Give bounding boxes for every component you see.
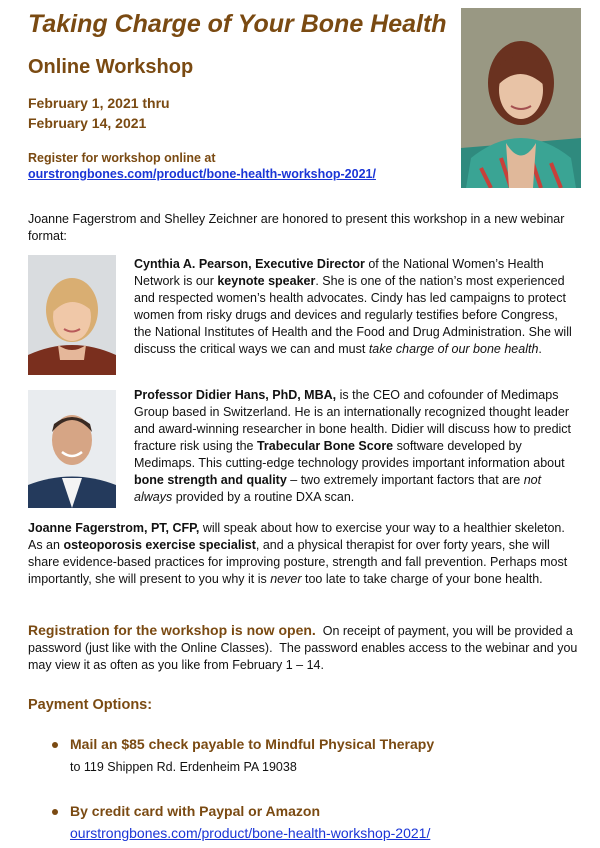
payment-option-1-title: Mail an $85 check payable to Mindful Physical Therapy <box>70 736 435 752</box>
page-subtitle: Online Workshop <box>28 56 194 78</box>
bullet-icon <box>52 742 58 748</box>
payment-title: Payment Options: <box>28 697 153 713</box>
speaker2-text-2: software developed by Medimaps. This cutting-edge technology provides important information about <box>134 439 565 470</box>
bsq-emphasis: bone strength and quality <box>134 473 287 487</box>
register-label: Register for workshop online at <box>28 151 216 165</box>
not-always-emphasis: not always <box>134 473 542 504</box>
payment-option-2-title: By credit card with Paypal or Amazon <box>70 803 320 819</box>
speaker2-name: Professor Didier Hans, PhD, MBA, <box>134 388 337 402</box>
speaker1-emphasis: take charge of our bone health <box>368 342 539 356</box>
speaker1-bio <box>134 256 574 358</box>
speaker2-text-1: is the CEO and cofounder of Medimaps Group based in Switzerland. He is an internationally recognized thought leader and award-winning researcher in bone health. Didier will discuss how to predict fracture risk using the <box>134 388 572 453</box>
joanne-text-2: , and a physical therapist for over forty years, she will share evidence-based practices for improving posture, strength and fall prevention. Perhaps most importantly, she will present to you why it is <box>28 538 568 586</box>
speaker1-text-3: . <box>538 342 542 356</box>
page-title: Taking Charge of Your Bone Health <box>28 10 447 38</box>
register-link[interactable]: ourstrongbones.com/product/bone-health-workshop-2021/ <box>28 167 376 181</box>
workshop-dates <box>28 93 170 133</box>
speaker1-photo <box>28 255 116 375</box>
payment-option-1-detail: to 119 Shippen Rd. Erdenheim PA 19038 <box>70 760 297 774</box>
joanne-paragraph <box>28 520 580 588</box>
registration-paragraph <box>28 622 581 674</box>
joanne-text-1: will speak about how to exercise your way to a healthier skeleton. As an <box>28 521 565 552</box>
speaker1-text-2: . She is one of the nation’s most experienced and respected women’s health advocates. Cindy has led campaigns to protect women from risky drugs and devices and regularly testifies before Congress, the National Institutes of Health and the Food and Drug Administration. She will discuss the critical ways we can and must <box>134 274 572 356</box>
joanne-text-3: too late to take charge of your bone health. <box>301 572 543 586</box>
specialist-emphasis: osteoporosis exercise specialist <box>63 538 256 552</box>
speaker2-text-4: provided by a routine DXA scan. <box>172 490 355 504</box>
date-line-1: February 1, 2021 thru <box>28 95 170 111</box>
bullet-icon <box>52 809 58 815</box>
speaker2-text-3: – two extremely important factors that are <box>286 473 524 487</box>
payment-option-2-link[interactable]: ourstrongbones.com/product/bone-health-workshop-2021/ <box>70 825 431 841</box>
date-line-2: February 14, 2021 <box>28 115 147 131</box>
never-emphasis: never <box>270 572 302 586</box>
registration-text: On receipt of payment, you will be provided a password (just like with the Online Classes). The password enables access to the webinar and you may view it as often as you like from February 1 – 14. <box>28 624 581 672</box>
speaker1-text-1: of the National Women’s Health Network is our <box>134 257 544 288</box>
tbs-emphasis: Trabecular Bone Score <box>256 439 394 453</box>
speaker2-photo <box>28 390 116 508</box>
presenter-photo-top <box>461 8 581 188</box>
joanne-name: Joanne Fagerstrom, PT, CFP, <box>28 521 200 535</box>
registration-lead: Registration for the workshop is now open. <box>28 622 316 638</box>
keynote-emphasis: keynote speaker <box>217 274 316 288</box>
speaker1-name: Cynthia A. Pearson, Executive Director <box>134 257 365 271</box>
intro-paragraph: Joanne Fagerstrom and Shelley Zeichner are honored to present this workshop in a new webinar format: <box>28 212 565 243</box>
speaker2-bio <box>134 387 574 506</box>
register-block <box>28 150 376 182</box>
